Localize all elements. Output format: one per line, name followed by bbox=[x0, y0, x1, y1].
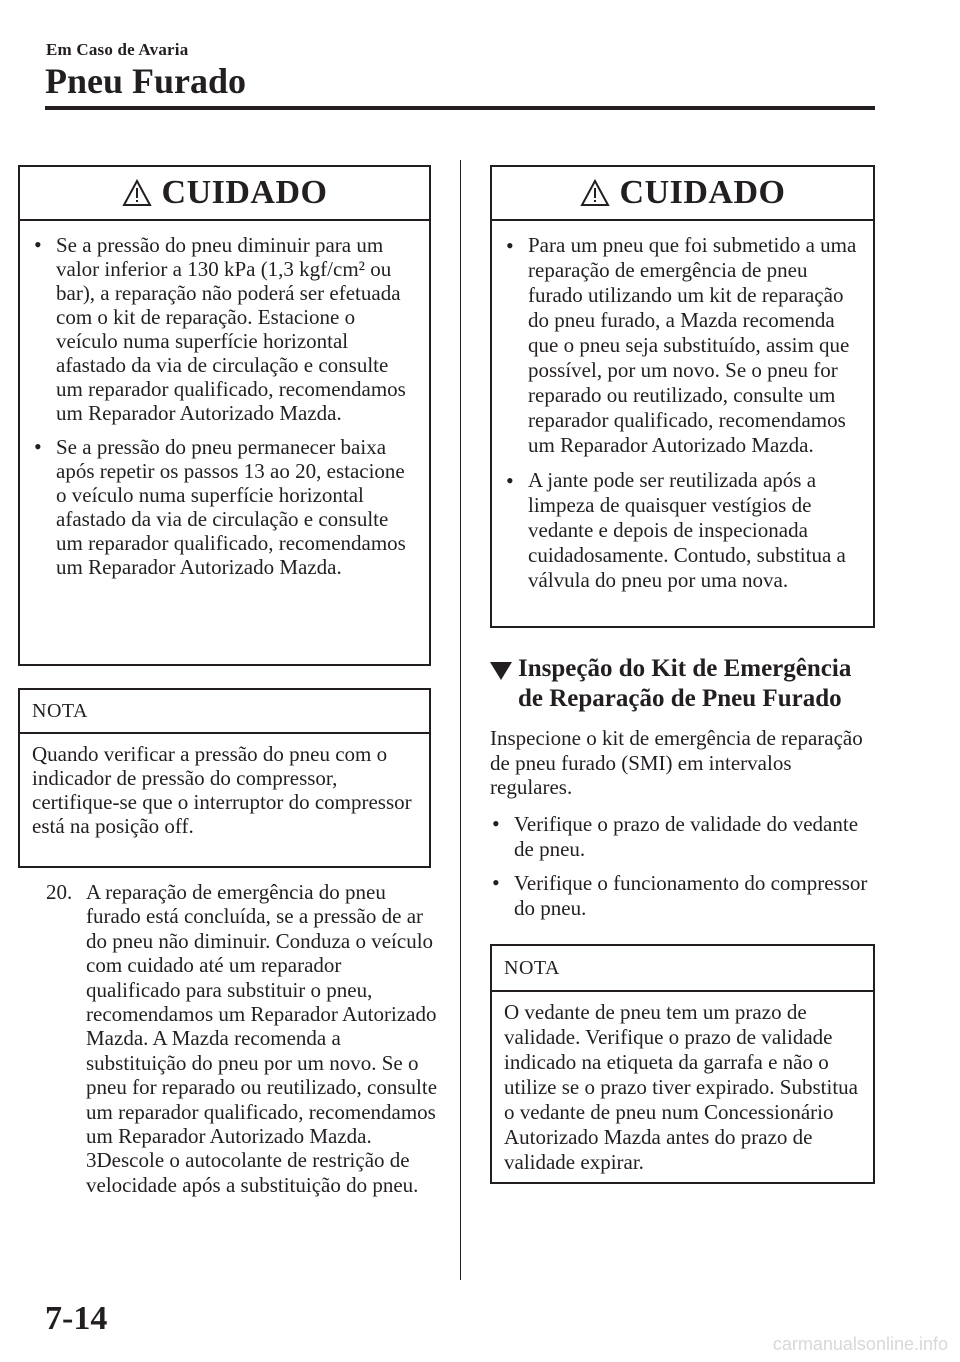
note-text: O vedante de pneu tem um prazo de validade. Verifique o prazo de validade indicado na etiqueta da garrafa e não o utilize se o prazo tiver expirado. Substitua o vedante de pneu num Concessionário Autorizado Mazda antes do prazo de validade expirar. bbox=[504, 1000, 858, 1174]
caution-header bbox=[492, 167, 873, 221]
step-20 bbox=[46, 880, 438, 1197]
subsection-heading bbox=[490, 654, 880, 714]
caution-item: • Se a pressão do pneu diminuir para um valor inferior a 130 kPa (1,3 kgf/cm² ou bar), a reparação não poderá ser efetuada com o kit de reparação. Estacione o veículo numa superfície horizontal afastado da via de circulação e consulte um reparador qualificado, recomendamos um Reparador Autorizado Mazda. bbox=[32, 233, 417, 425]
intro-paragraph: Inspecione o kit de emergência de reparação de pneu furado (SMI) em intervalos regulares. bbox=[490, 726, 863, 799]
caution-box-right bbox=[490, 165, 875, 628]
caution-label: CUIDADO bbox=[619, 174, 786, 211]
page-title: Pneu Furado bbox=[45, 61, 247, 101]
caution-body bbox=[492, 221, 873, 613]
check-item: • Verifique o funcionamento do compressor do pneu. bbox=[490, 871, 875, 920]
column-divider bbox=[460, 160, 461, 1280]
step-text: A reparação de emergência do pneu furado está concluída, se a pressão de ar do pneu não diminuir. Conduza o veículo com cuidado até um reparador qualificado para substituir o pneu, recomendamos um Reparador Autorizado Mazda. A Mazda recomenda a substituição do pneu por um novo. Se o pneu for reparado ou reutilizado, consulte um reparador qualificado, recomendamos um Reparador Autorizado Mazda. 3Descole o autocolante de restrição de velocidade após a substituição do pneu. bbox=[86, 880, 438, 1197]
warning-triangle-icon bbox=[122, 179, 152, 207]
caution-header bbox=[20, 167, 429, 221]
note-text: Quando verificar a pressão do pneu com o indicador de pressão do compressor, certifique-se que o interruptor do compressor está na posição off. bbox=[32, 742, 412, 838]
warning-triangle-icon bbox=[580, 179, 610, 207]
caution-list bbox=[32, 233, 417, 579]
note-body bbox=[20, 734, 429, 848]
caution-box-left bbox=[18, 165, 431, 666]
header-rule bbox=[45, 106, 875, 110]
check-list bbox=[490, 812, 875, 930]
note-box-right bbox=[490, 944, 875, 1184]
note-header: NOTA bbox=[492, 946, 873, 992]
section-label: Em Caso de Avaria bbox=[46, 40, 189, 59]
caution-label: CUIDADO bbox=[161, 174, 328, 211]
caution-item: • Se a pressão do pneu permanecer baixa após repetir os passos 13 ao 20, estacione o veículo numa superfície horizontal afastado da via de circulação e consulte um reparador qualificado, recomendamos um Reparador Autorizado Mazda. bbox=[32, 435, 417, 579]
page-number: 7-14 bbox=[45, 1300, 108, 1337]
subsection-title: Inspeção do Kit de Emergência de Reparação de Pneu Furado bbox=[518, 655, 852, 712]
caution-body bbox=[20, 221, 429, 599]
down-triangle-icon bbox=[490, 662, 512, 680]
note-body bbox=[492, 992, 873, 1185]
caution-item: • Para um pneu que foi submetido a uma reparação de emergência de pneu furado utilizando um kit de reparação do pneu furado, a Mazda recomenda que o pneu seja substituído, assim que possível, por um novo. Se o pneu for reparado ou reutilizado, consulte um reparador qualificado, recomendamos um Reparador Autorizado Mazda. bbox=[504, 233, 861, 458]
note-header: NOTA bbox=[20, 690, 429, 734]
caution-item: • A jante pode ser reutilizada após a limpeza de quaisquer vestígios de vedante e depois de inspecionada cuidadosamente. Contudo, substitua a válvula do pneu por uma nova. bbox=[504, 468, 861, 593]
check-item: • Verifique o prazo de validade do vedante de pneu. bbox=[490, 812, 875, 861]
step-number: 20. bbox=[46, 880, 73, 904]
caution-list bbox=[504, 233, 861, 593]
note-box-left bbox=[18, 688, 431, 868]
watermark: carmanualsonline.info bbox=[772, 1334, 948, 1354]
